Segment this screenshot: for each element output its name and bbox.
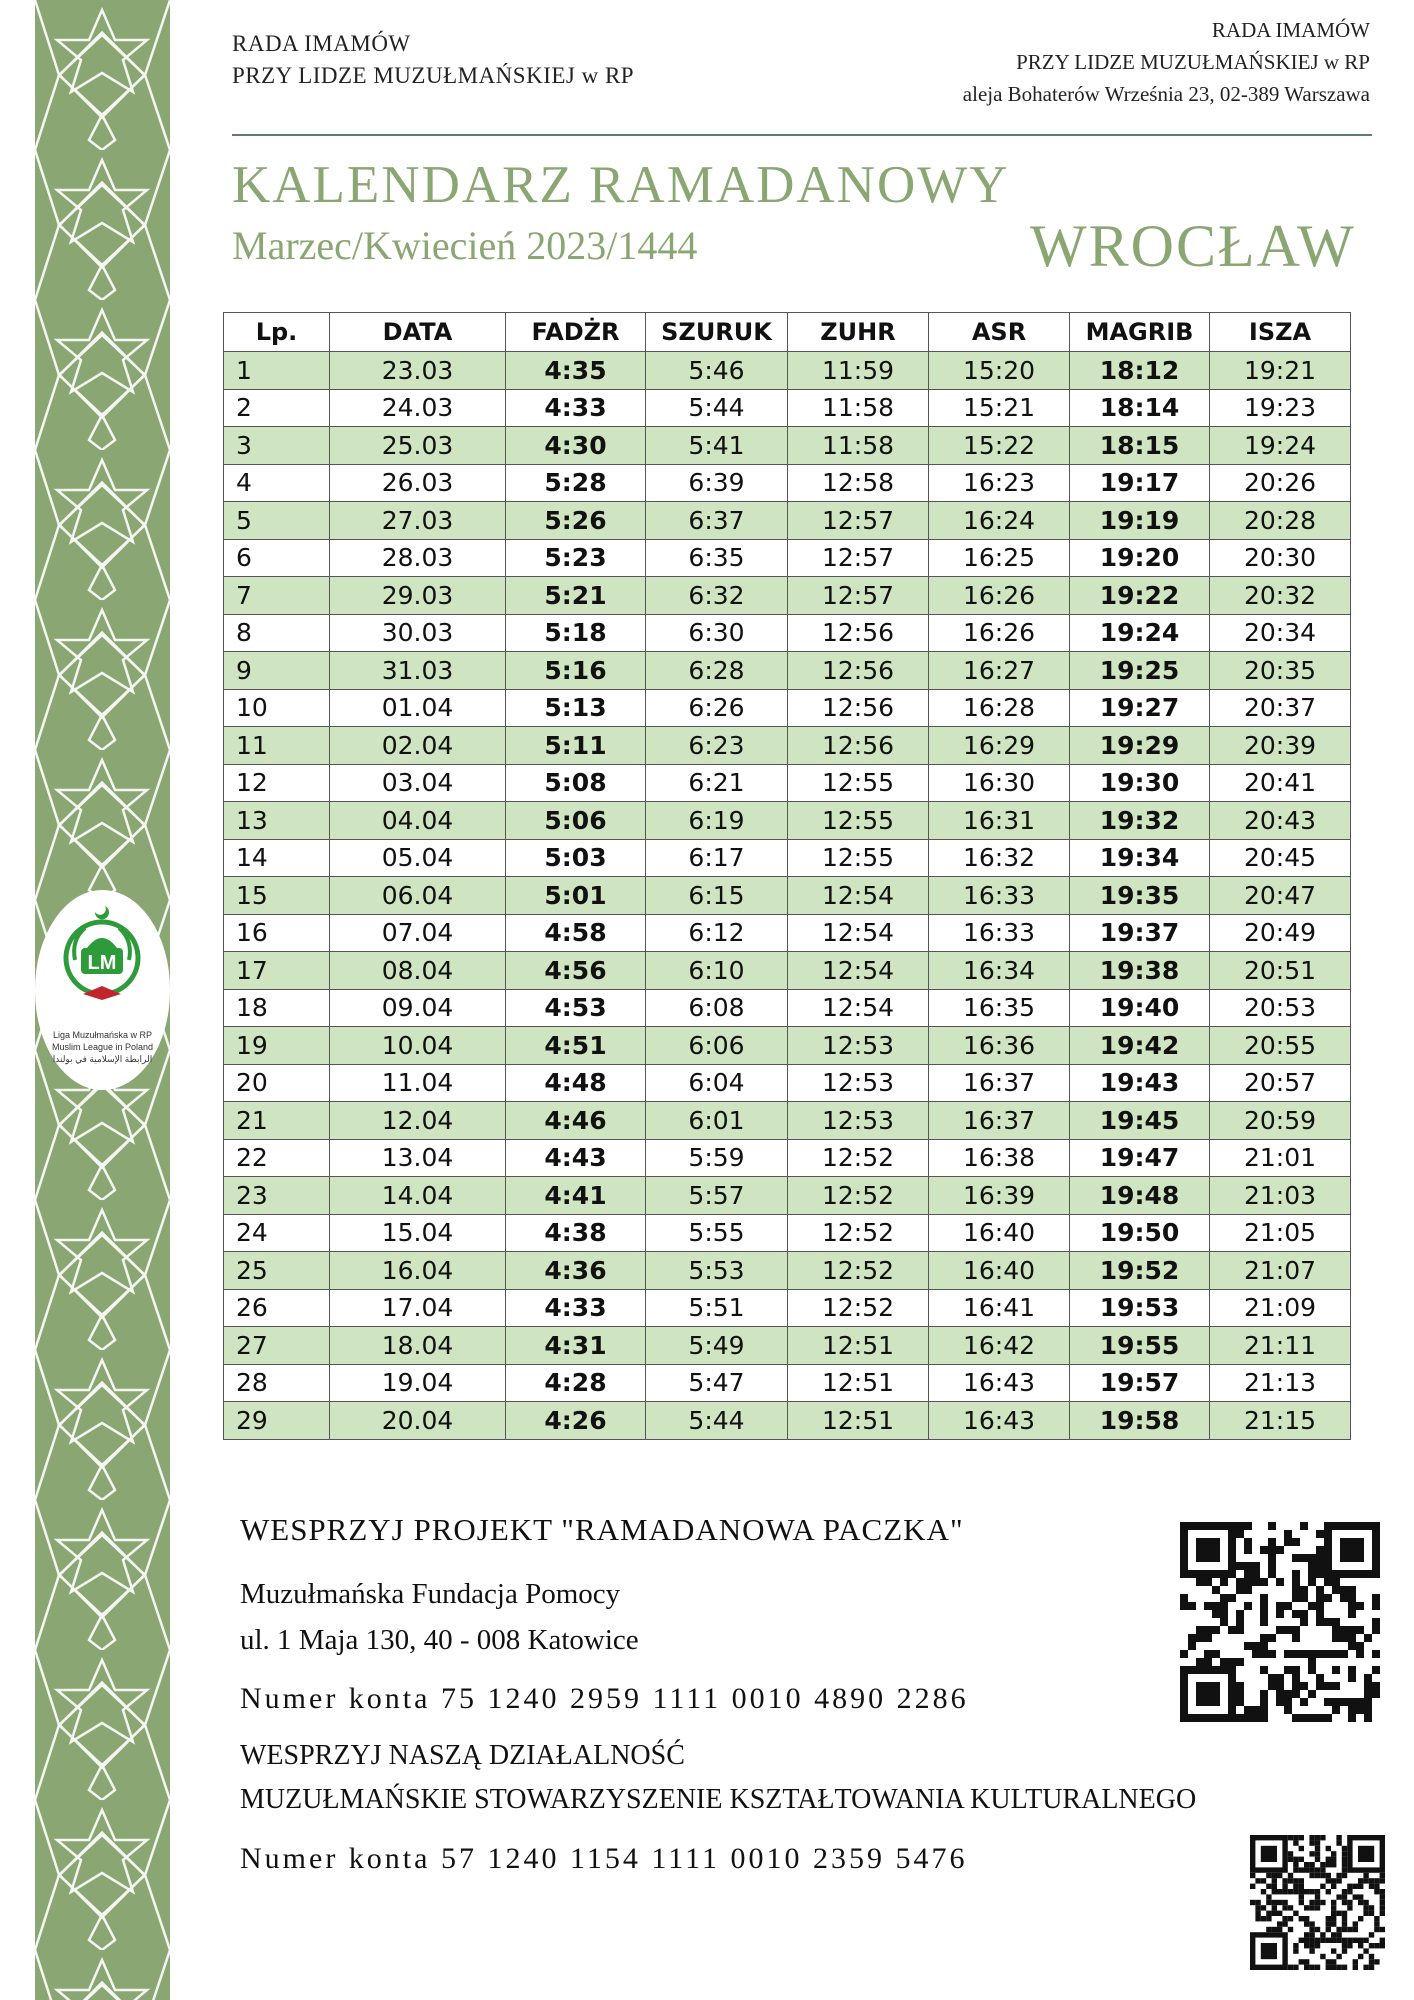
table-cell: 12:55 [788,839,929,877]
table-row [224,952,1351,990]
table-cell: 12:54 [788,877,929,915]
table-cell: 5:47 [646,1364,788,1402]
table-row [224,389,1351,427]
table-row [224,1214,1351,1252]
table-cell: 25 [224,1252,330,1290]
table-cell: 5:51 [646,1289,788,1327]
table-cell: 12:51 [788,1364,929,1402]
table-cell: 20:32 [1210,577,1351,615]
table-cell: 27.03 [330,502,506,540]
table-cell: 5:46 [646,352,788,390]
table-cell: 19:27 [1070,689,1210,727]
table-cell: 19:30 [1070,764,1210,802]
table-cell: 4:46 [506,1102,646,1140]
table-cell: 6:04 [646,1064,788,1102]
table-cell: 5:53 [646,1252,788,1290]
table-cell: 02.04 [330,727,506,765]
table-cell: 24.03 [330,389,506,427]
table-cell: 7 [224,577,330,615]
table-cell: 12:57 [788,577,929,615]
table-cell: 12:52 [788,1214,929,1252]
table-cell: 19:24 [1210,427,1351,465]
table-cell: 5:13 [506,689,646,727]
table-row [224,464,1351,502]
table-cell: 16:33 [929,877,1070,915]
table-cell: 12:53 [788,1102,929,1140]
table-cell: 6:08 [646,989,788,1027]
table-cell: 19:50 [1070,1214,1210,1252]
table-cell: 16:30 [929,764,1070,802]
page-title: KALENDARZ RAMADANOWY [232,156,1010,214]
table-cell: 9 [224,652,330,690]
table-cell: 20:57 [1210,1064,1351,1102]
table-cell: 11:58 [788,389,929,427]
table-cell: 15:20 [929,352,1070,390]
table-cell: 19:58 [1070,1402,1210,1440]
table-cell: 20 [224,1064,330,1102]
table-cell: 16:37 [929,1064,1070,1102]
table-cell: 18 [224,989,330,1027]
table-cell: 19 [224,1027,330,1065]
table-cell: 15.04 [330,1214,506,1252]
organization-name: MUZUŁMAŃSKIE STOWARZYSZENIE KSZTAŁTOWANIA KULTURALNEGO [240,1784,1197,1815]
table-row [224,914,1351,952]
table-cell: 6:15 [646,877,788,915]
table-cell: 16:37 [929,1102,1070,1140]
table-cell: 07.04 [330,914,506,952]
header-left-line1: RADA IMAMÓW [232,31,411,56]
table-cell: 04.04 [330,802,506,840]
table-cell: 19:21 [1210,352,1351,390]
table-cell: 27 [224,1327,330,1365]
table-cell: 19:42 [1070,1027,1210,1065]
table-cell: 5:28 [506,464,646,502]
table-row [224,1064,1351,1102]
table-cell: 6:12 [646,914,788,952]
table-cell: 6:28 [646,652,788,690]
column-header: FADŻR [506,313,646,352]
table-cell: 20:55 [1210,1027,1351,1065]
table-cell: 12:51 [788,1327,929,1365]
table-cell: 12:56 [788,689,929,727]
table-cell: 20:53 [1210,989,1351,1027]
table-cell: 19:23 [1210,389,1351,427]
table-cell: 12:57 [788,539,929,577]
table-cell: 4:35 [506,352,646,390]
table-cell: 16:26 [929,577,1070,615]
table-row [224,1364,1351,1402]
table-cell: 4:30 [506,427,646,465]
table-cell: 10 [224,689,330,727]
table-header-row [224,313,1351,352]
table-cell: 16 [224,914,330,952]
qr-code-icon[interactable] [1250,1835,1385,1970]
table-cell: 6:30 [646,614,788,652]
table-cell: 12:58 [788,464,929,502]
table-cell: 4:26 [506,1402,646,1440]
table-cell: 28.03 [330,539,506,577]
table-cell: 18:12 [1070,352,1210,390]
table-cell: 06.04 [330,877,506,915]
table-row [224,502,1351,540]
table-cell: 18:14 [1070,389,1210,427]
table-cell: 6:32 [646,577,788,615]
table-cell: 22 [224,1139,330,1177]
table-cell: 6:01 [646,1102,788,1140]
table-cell: 12:53 [788,1064,929,1102]
column-header: MAGRIB [1070,313,1210,352]
table-cell: 4:28 [506,1364,646,1402]
table-cell: 5:01 [506,877,646,915]
table-cell: 19:47 [1070,1139,1210,1177]
table-row [224,989,1351,1027]
table-row [224,802,1351,840]
column-header: SZURUK [646,313,788,352]
table-cell: 4:41 [506,1177,646,1215]
table-cell: 5:44 [646,1402,788,1440]
table-cell: 12:52 [788,1252,929,1290]
table-cell: 19:45 [1070,1102,1210,1140]
page-subtitle: Marzec/Kwiecień 2023/1444 [232,223,698,268]
table-cell: 6:06 [646,1027,788,1065]
header-right-address: aleja Bohaterów Września 23, 02-389 Warszawa [962,82,1370,106]
table-cell: 19:37 [1070,914,1210,952]
table-cell: 6:17 [646,839,788,877]
table-cell: 4:56 [506,952,646,990]
table-body [224,352,1351,1440]
table-cell: 16:42 [929,1327,1070,1365]
table-cell: 4:33 [506,389,646,427]
table-cell: 12:51 [788,1402,929,1440]
logo-initials: LM [87,952,117,974]
table-cell: 4:58 [506,914,646,952]
table-cell: 3 [224,427,330,465]
table-row [224,1102,1351,1140]
table-row [224,1177,1351,1215]
table-cell: 11:59 [788,352,929,390]
support-project-heading: WESPRZYJ PROJEKT "RAMADANOWA PACZKA" [240,1512,964,1547]
table-cell: 15:21 [929,389,1070,427]
table-cell: 21:03 [1210,1177,1351,1215]
table-cell: 16:34 [929,952,1070,990]
table-row [224,727,1351,765]
column-header: ZUHR [788,313,929,352]
table-cell: 01.04 [330,689,506,727]
table-row [224,352,1351,390]
table-cell: 5:59 [646,1139,788,1177]
table-cell: 12:54 [788,952,929,990]
table-cell: 12:54 [788,914,929,952]
table-cell: 19:22 [1070,577,1210,615]
table-cell: 16:31 [929,802,1070,840]
table-cell: 30.03 [330,614,506,652]
column-header: ASR [929,313,1070,352]
table-cell: 19.04 [330,1364,506,1402]
table-cell: 11:58 [788,427,929,465]
table-cell: 20:26 [1210,464,1351,502]
header-right-line1: RADA IMAMÓW [1211,18,1370,42]
table-row [224,539,1351,577]
table-cell: 5:18 [506,614,646,652]
table-cell: 19:43 [1070,1064,1210,1102]
table-cell: 5:03 [506,839,646,877]
table-cell: 6:37 [646,502,788,540]
table-cell: 16:43 [929,1364,1070,1402]
table-cell: 16:26 [929,614,1070,652]
table-cell: 19:48 [1070,1177,1210,1215]
table-cell: 6:19 [646,802,788,840]
table-row [224,427,1351,465]
table-cell: 8 [224,614,330,652]
table-cell: 20:47 [1210,877,1351,915]
table-cell: 21 [224,1102,330,1140]
table-cell: 1 [224,352,330,390]
table-cell: 6:23 [646,727,788,765]
header-right-line2: PRZY LIDZE MUZUŁMAŃSKIEJ w RP [1016,50,1370,74]
support-activity-heading: WESPRZYJ NASZĄ DZIAŁALNOŚĆ [240,1740,685,1771]
foundation-address: ul. 1 Maja 130, 40 - 008 Katowice [240,1624,639,1656]
table-cell: 12:53 [788,1027,929,1065]
table-cell: 20:34 [1210,614,1351,652]
table-cell: 12:57 [788,502,929,540]
table-cell: 14 [224,839,330,877]
table-cell: 19:24 [1070,614,1210,652]
table-cell: 5:11 [506,727,646,765]
table-cell: 19:20 [1070,539,1210,577]
table-cell: 12:52 [788,1139,929,1177]
table-cell: 4:38 [506,1214,646,1252]
table-cell: 20.04 [330,1402,506,1440]
table-cell: 08.04 [330,952,506,990]
table-cell: 16:33 [929,914,1070,952]
table-cell: 20:43 [1210,802,1351,840]
table-cell: 19:17 [1070,464,1210,502]
logo-caption-3: الرابطة الإسلامية في بولندا [52,1054,153,1064]
table-cell: 12:56 [788,727,929,765]
table-cell: 10.04 [330,1027,506,1065]
table-cell: 09.04 [330,989,506,1027]
table-cell: 21:07 [1210,1252,1351,1290]
table-cell: 15 [224,877,330,915]
table-cell: 5:55 [646,1214,788,1252]
table-cell: 20:59 [1210,1102,1351,1140]
table-row [224,1027,1351,1065]
table-row [224,1327,1351,1365]
bank-account-2: Numer konta 57 1240 1154 1111 0010 2359 5476 [240,1842,968,1875]
qr-code-icon[interactable] [1180,1522,1380,1722]
table-cell: 25.03 [330,427,506,465]
table-cell: 4:43 [506,1139,646,1177]
table-row [224,1252,1351,1290]
table-cell: 12:52 [788,1177,929,1215]
table-cell: 6:21 [646,764,788,802]
table-cell: 20:45 [1210,839,1351,877]
table-row [224,764,1351,802]
table-cell: 03.04 [330,764,506,802]
table-cell: 23.03 [330,352,506,390]
table-cell: 5:26 [506,502,646,540]
header-left [232,28,634,92]
table-cell: 16:28 [929,689,1070,727]
table-cell: 17.04 [330,1289,506,1327]
table-cell: 6 [224,539,330,577]
table-cell: 13.04 [330,1139,506,1177]
table-cell: 16:35 [929,989,1070,1027]
table-row [224,1139,1351,1177]
table-cell: 28 [224,1364,330,1402]
table-cell: 16.04 [330,1252,506,1290]
table-cell: 16:39 [929,1177,1070,1215]
table-row [224,877,1351,915]
table-cell: 4 [224,464,330,502]
table-cell: 20:37 [1210,689,1351,727]
table-cell: 5 [224,502,330,540]
table-cell: 12:56 [788,652,929,690]
table-cell: 26 [224,1289,330,1327]
city-name: WROCŁAW [1030,213,1356,279]
table-cell: 6:26 [646,689,788,727]
table-row [224,652,1351,690]
table-cell: 20:41 [1210,764,1351,802]
table-cell: 16:40 [929,1214,1070,1252]
table-cell: 12:56 [788,614,929,652]
table-cell: 05.04 [330,839,506,877]
table-cell: 16:36 [929,1027,1070,1065]
table-cell: 4:53 [506,989,646,1027]
table-cell: 16:29 [929,727,1070,765]
table-cell: 16:32 [929,839,1070,877]
column-header: ISZA [1210,313,1351,352]
logo-emblem [35,890,170,1030]
table-cell: 23 [224,1177,330,1215]
table-cell: 19:32 [1070,802,1210,840]
table-cell: 16:25 [929,539,1070,577]
table-cell: 19:34 [1070,839,1210,877]
table-cell: 21:05 [1210,1214,1351,1252]
prayer-times-table [223,312,1351,1440]
table-cell: 11 [224,727,330,765]
table-cell: 4:48 [506,1064,646,1102]
table-cell: 20:30 [1210,539,1351,577]
table-cell: 19:35 [1070,877,1210,915]
table-cell: 16:27 [929,652,1070,690]
table-cell: 5:49 [646,1327,788,1365]
table-cell: 31.03 [330,652,506,690]
table-cell: 12 [224,764,330,802]
table-cell: 16:23 [929,464,1070,502]
table-cell: 5:41 [646,427,788,465]
table-cell: 6:39 [646,464,788,502]
table-cell: 12:55 [788,764,929,802]
table-cell: 21:01 [1210,1139,1351,1177]
table-cell: 17 [224,952,330,990]
table-cell: 29 [224,1402,330,1440]
header-divider [232,134,1372,136]
table-cell: 20:39 [1210,727,1351,765]
table-cell: 21:11 [1210,1327,1351,1365]
table-cell: 6:10 [646,952,788,990]
table-cell: 5:06 [506,802,646,840]
table-cell: 4:51 [506,1027,646,1065]
league-logo [35,890,170,1090]
table-cell: 5:16 [506,652,646,690]
table-cell: 18:15 [1070,427,1210,465]
table-cell: 12:54 [788,989,929,1027]
header-right [963,14,1370,110]
table-cell: 21:09 [1210,1289,1351,1327]
table-cell: 15:22 [929,427,1070,465]
table-cell: 4:36 [506,1252,646,1290]
logo-caption-2: Muslim League in Poland [51,1042,154,1052]
table-cell: 12.04 [330,1102,506,1140]
table-cell: 16:41 [929,1289,1070,1327]
table-cell: 26.03 [330,464,506,502]
table-cell: 20:28 [1210,502,1351,540]
table-cell: 2 [224,389,330,427]
table-cell: 20:35 [1210,652,1351,690]
table-cell: 12:55 [788,802,929,840]
table-cell: 21:15 [1210,1402,1351,1440]
table-cell: 29.03 [330,577,506,615]
table-cell: 5:44 [646,389,788,427]
table-row [224,1402,1351,1440]
table-row [224,577,1351,615]
table-cell: 16:40 [929,1252,1070,1290]
table-cell: 12:52 [788,1289,929,1327]
column-header: Lp. [224,313,330,352]
table-cell: 5:23 [506,539,646,577]
table-cell: 5:08 [506,764,646,802]
table-cell: 19:38 [1070,952,1210,990]
table-row [224,689,1351,727]
table-cell: 19:40 [1070,989,1210,1027]
table-cell: 4:33 [506,1289,646,1327]
table-row [224,1289,1351,1327]
header-left-line2: PRZY LIDZE MUZUŁMAŃSKIEJ w RP [232,63,635,88]
table-cell: 19:53 [1070,1289,1210,1327]
table-cell: 20:51 [1210,952,1351,990]
table-cell: 20:49 [1210,914,1351,952]
table-cell: 13 [224,802,330,840]
table-cell: 19:55 [1070,1327,1210,1365]
table-cell: 4:31 [506,1327,646,1365]
table-cell: 24 [224,1214,330,1252]
table-cell: 14.04 [330,1177,506,1215]
table-cell: 18.04 [330,1327,506,1365]
table-cell: 19:25 [1070,652,1210,690]
foundation-name: Muzułmańska Fundacja Pomocy [240,1578,621,1610]
column-header: DATA [330,313,506,352]
table-cell: 11.04 [330,1064,506,1102]
table-row [224,614,1351,652]
table-cell: 19:57 [1070,1364,1210,1402]
table-cell: 19:52 [1070,1252,1210,1290]
table-cell: 21:13 [1210,1364,1351,1402]
bank-account-1: Numer konta 75 1240 2959 1111 0010 4890 2286 [240,1682,969,1715]
table-cell: 5:57 [646,1177,788,1215]
table-cell: 16:38 [929,1139,1070,1177]
table-cell: 16:24 [929,502,1070,540]
table-row [224,839,1351,877]
table-cell: 5:21 [506,577,646,615]
table-cell: 6:35 [646,539,788,577]
table-cell: 16:43 [929,1402,1070,1440]
logo-caption-1: Liga Muzułmańska w RP [52,1030,153,1040]
table-cell: 19:29 [1070,727,1210,765]
table-cell: 19:19 [1070,502,1210,540]
